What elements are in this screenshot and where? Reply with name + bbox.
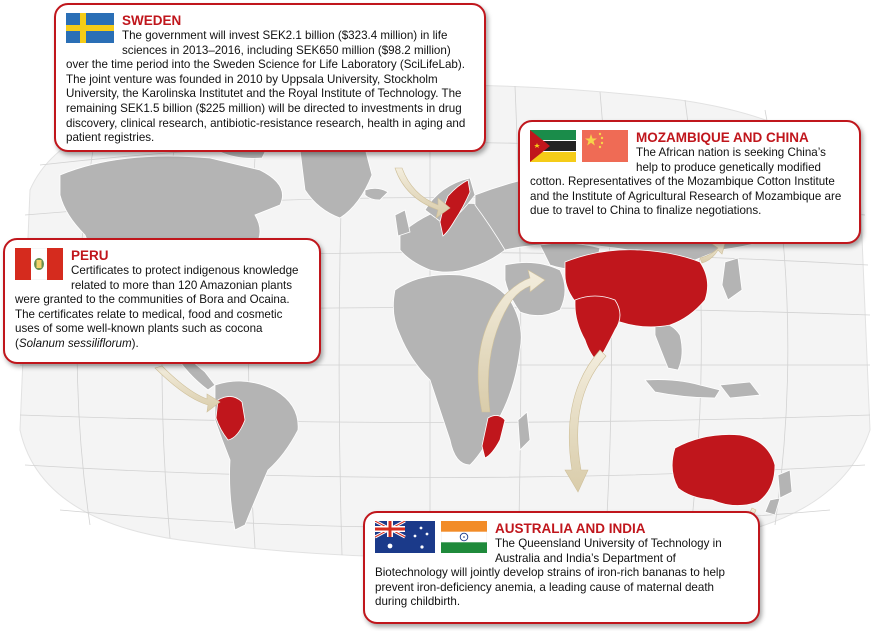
peru-title: PERU	[71, 248, 109, 263]
australia-india-text: The Queensland University of Technology in Australia and India’s Department of Biotechnology will jointly develop strains of iron-rich bananas to help prevent iron-deficiency anemia, a leading cause of maternal death during childbirth.	[375, 537, 725, 609]
peru-text-italic: Solanum sessiliflorum	[18, 336, 132, 350]
australia-india-title: AUSTRALIA AND INDIA	[495, 521, 646, 536]
peru-callout	[3, 238, 321, 364]
sweden-flag-icon	[66, 13, 114, 43]
australia-india-flags	[375, 521, 487, 553]
mozambique-china-text: The African nation is seeking China’s help to produce genetically modified cotton. Representatives of the Mozambique Cotton Institute and the Institute of Agricultural Research of Mozambique are due to travel to China to finalize negotiations.	[530, 146, 842, 218]
india-flag-icon	[441, 521, 487, 553]
peru-text-before: Certificates to protect indigenous knowledge related to more than 120 Amazonian plants were granted to the communities of Bora and Ocaina. The certificates relate to medical, food and cosmetic uses of some well-known plants such as cocona (	[15, 264, 299, 350]
mozambique-china-flags	[530, 130, 628, 162]
australia-india-callout	[363, 511, 760, 624]
peru-flag-icon	[15, 248, 63, 280]
sweden-callout	[54, 3, 486, 152]
china-flag-icon	[582, 130, 628, 162]
mozambique-china-title: MOZAMBIQUE AND CHINA	[636, 130, 809, 145]
mozambique-flag-icon	[530, 130, 576, 162]
sweden-text: The government will invest SEK2.1 billion ($323.4 million) in life sciences in 2013–2016, including SEK650 million ($98.2 million) over the time period into the Sweden Science for Life Laboratory (SciLifeLab). The joint venture was founded in 2010 by Uppsala University, Stockholm University, the Karolinska Institutet and the Royal Institute of Technology. The remaining SEK1.5 billion ($225 million) will be directed to investments in drug discovery, clinical research, antibiotic-resistance research, health in aging and patient registries.	[66, 29, 466, 145]
peru-text-after: ).	[131, 336, 139, 350]
australia-flag-icon	[375, 521, 435, 553]
sweden-title: SWEDEN	[122, 13, 182, 28]
mozambique-china-callout	[518, 120, 861, 244]
